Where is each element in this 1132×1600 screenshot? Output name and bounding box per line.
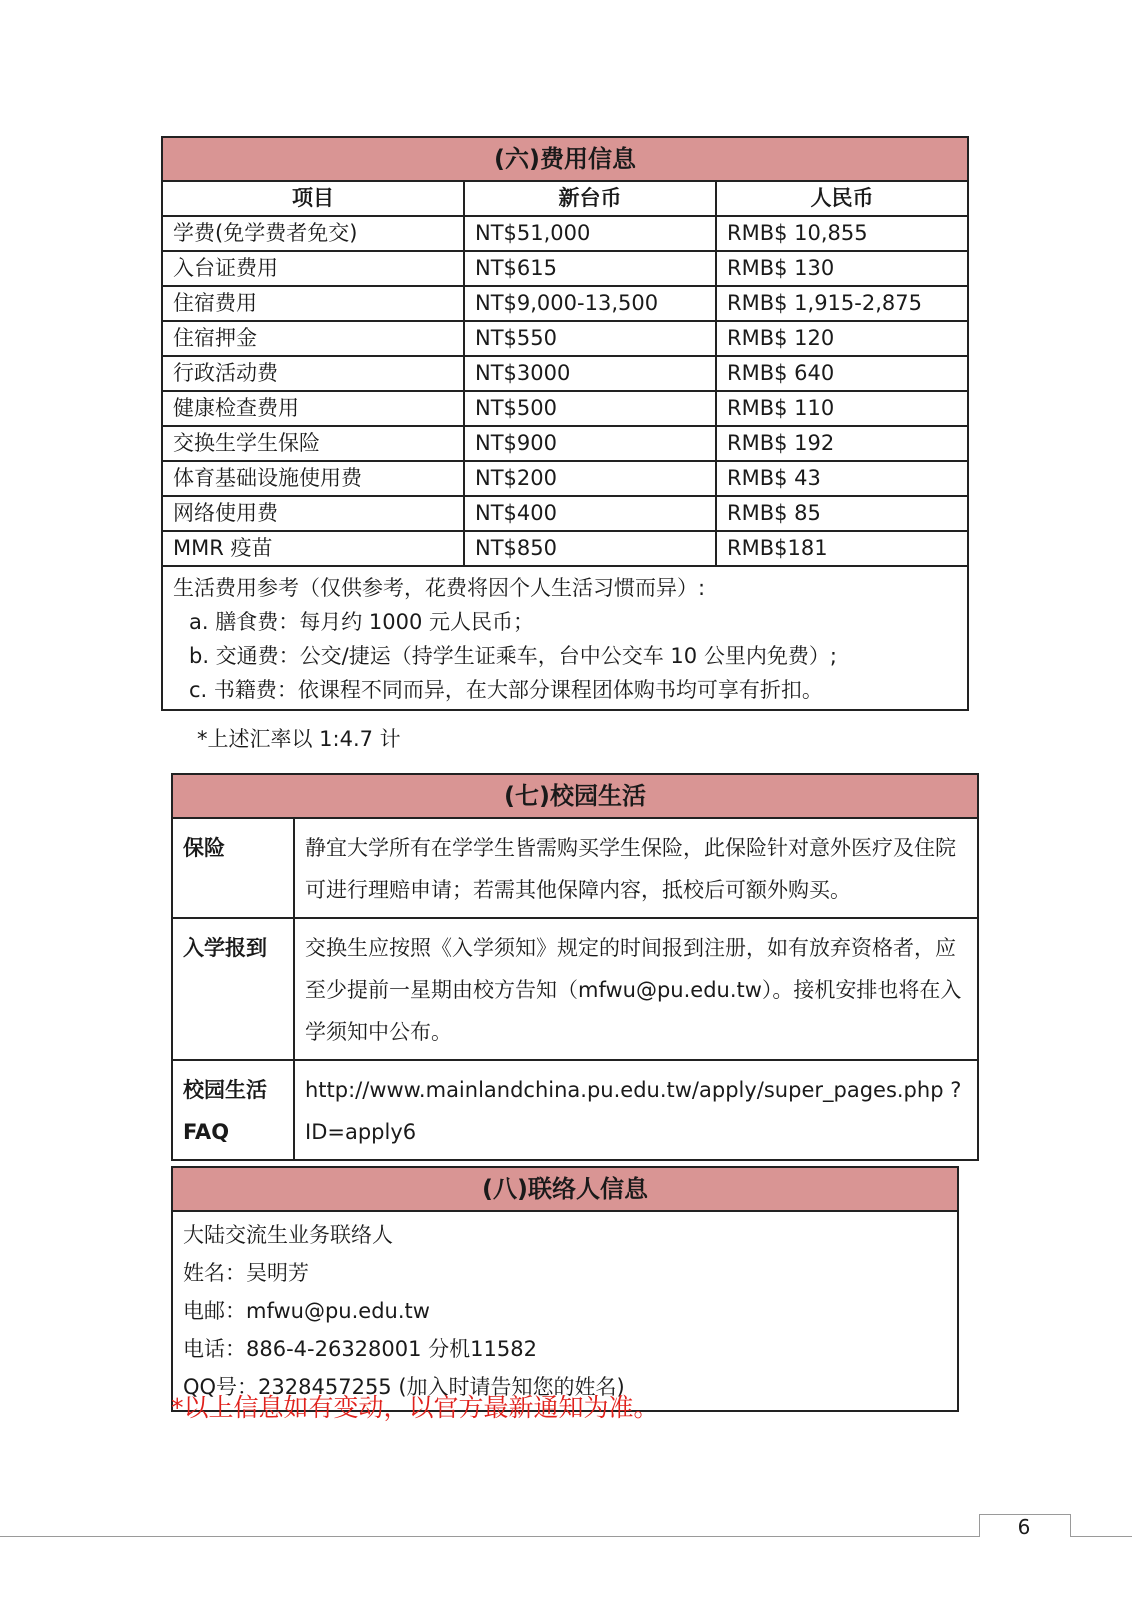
table-row: [162, 216, 968, 251]
fee-rmb: RMB$ 43: [716, 461, 968, 496]
contact-phone: 电话：886-4-26328001 分机11582: [183, 1337, 537, 1361]
table-row: [172, 818, 978, 918]
fee-ntd: NT$850: [464, 531, 716, 566]
fee-item: 入台证费用: [162, 251, 464, 286]
contact-info: [172, 1211, 958, 1411]
fee-item: MMR 疫苗: [162, 531, 464, 566]
exchange-rate-note: *上述汇率以 1:4.7 计: [197, 727, 401, 751]
fee-ntd: NT$200: [464, 461, 716, 496]
fee-rmb: RMB$ 110: [716, 391, 968, 426]
fee-item: 交换生学生保险: [162, 426, 464, 461]
fee-rmb: RMB$ 1,915-2,875: [716, 286, 968, 321]
table-row: [162, 251, 968, 286]
fee-ntd: NT$615: [464, 251, 716, 286]
table-row: [162, 286, 968, 321]
fee-item: 网络使用费: [162, 496, 464, 531]
campus-title: (七)校园生活: [172, 774, 978, 818]
fee-item: 住宿押金: [162, 321, 464, 356]
fees-col-rmb: 人民币: [716, 181, 968, 216]
campus-content: 交换生应按照《入学须知》规定的时间报到注册，如有放弃资格者，应至少提前一星期由校方告知（mfwu@pu.edu.tw）。接机安排也将在入学须知中公布。: [294, 918, 978, 1060]
table-row: [172, 918, 978, 1060]
contact-table: [171, 1166, 959, 1412]
fee-ntd: NT$400: [464, 496, 716, 531]
disclaimer-note: *以上信息如有变动，以官方最新通知为准。: [171, 1393, 659, 1422]
living-item: c. 书籍费：依课程不同而异，在大部分课程团体购书均可享有折扣。: [189, 678, 823, 702]
fee-ntd: NT$3000: [464, 356, 716, 391]
fee-item: 住宿费用: [162, 286, 464, 321]
campus-label: 入学报到: [172, 918, 294, 1060]
page-number: 6: [1017, 1515, 1031, 1539]
table-row: [162, 461, 968, 496]
table-row: [162, 321, 968, 356]
fee-rmb: RMB$ 120: [716, 321, 968, 356]
footer-divider: [0, 1536, 1132, 1537]
fee-item: 学费(免学费者免交): [162, 216, 464, 251]
table-row: [162, 531, 968, 566]
contact-role: 大陆交流生业务联络人: [183, 1223, 393, 1247]
table-row: [162, 426, 968, 461]
fee-item: 体育基础设施使用费: [162, 461, 464, 496]
fee-rmb: RMB$ 640: [716, 356, 968, 391]
living-intro: 生活费用参考（仅供参考，花费将因个人生活习惯而异）:: [173, 576, 706, 600]
campus-table: [171, 773, 979, 1161]
fees-col-ntd: 新台币: [464, 181, 716, 216]
fee-item: 健康检查费用: [162, 391, 464, 426]
campus-label: 校园生活 FAQ: [172, 1060, 294, 1160]
fee-ntd: NT$550: [464, 321, 716, 356]
living-item: a. 膳食费：每月约 1000 元人民币；: [189, 610, 535, 634]
fees-table: [161, 136, 969, 711]
table-row: [162, 496, 968, 531]
table-row: [162, 391, 968, 426]
table-row: [162, 356, 968, 391]
fee-ntd: NT$900: [464, 426, 716, 461]
contact-name: 姓名：吴明芳: [183, 1261, 309, 1285]
contact-email[interactable]: 电邮：mfwu@pu.edu.tw: [183, 1299, 430, 1323]
fee-item: 行政活动费: [162, 356, 464, 391]
contact-title: (八)联络人信息: [172, 1167, 958, 1211]
fee-ntd: NT$51,000: [464, 216, 716, 251]
fee-ntd: NT$500: [464, 391, 716, 426]
living-item: b. 交通费：公交/捷运（持学生证乘车，台中公交车 10 公里内免费）;: [189, 644, 837, 668]
campus-content: 静宜大学所有在学学生皆需购买学生保险，此保险针对意外医疗及住院可进行理赔申请；若需其他保障内容，抵校后可额外购买。: [294, 818, 978, 918]
fee-rmb: RMB$ 130: [716, 251, 968, 286]
faq-link[interactable]: http://www.mainlandchina.pu.edu.tw/apply/super_pages.php ?ID=apply6: [294, 1060, 978, 1160]
contact-qq: QQ号：2328457255 (加入时请告知您的姓名): [183, 1375, 625, 1399]
fee-rmb: RMB$181: [716, 531, 968, 566]
fees-col-item: 项目: [162, 181, 464, 216]
campus-label: 保险: [172, 818, 294, 918]
living-costs: [162, 566, 968, 710]
fee-ntd: NT$9,000-13,500: [464, 286, 716, 321]
fee-rmb: RMB$ 10,855: [716, 216, 968, 251]
fees-title: (六)费用信息: [162, 137, 968, 181]
table-row: [172, 1060, 978, 1160]
fee-rmb: RMB$ 85: [716, 496, 968, 531]
fee-rmb: RMB$ 192: [716, 426, 968, 461]
